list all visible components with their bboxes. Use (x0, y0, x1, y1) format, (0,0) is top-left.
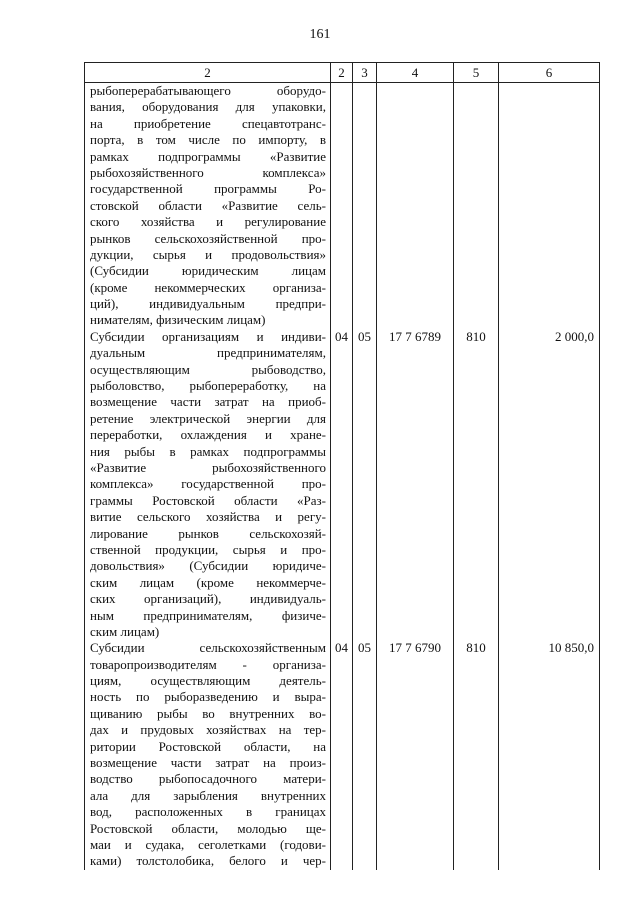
description-line: вания, оборудования для упаковки, (90, 99, 326, 115)
description-line: щиванию рыбы во внутренних во- (90, 705, 326, 721)
row-subsection (353, 83, 377, 329)
description-line: дуальным предпринимателям, (90, 345, 326, 361)
description-line: ность по рыборазведению и выра- (90, 689, 326, 705)
description-line: лирование рынков сельскохозяй- (90, 525, 326, 541)
header-col-amount: 6 (499, 63, 600, 83)
description-line: циям, осуществляющим деятель- (90, 673, 326, 689)
row-target-article (377, 83, 454, 329)
description-line: ских организаций), индивидуаль- (90, 591, 326, 607)
description-line: ала для зарыбления внутренних (90, 787, 326, 803)
description-line: Субсидии организациям и индиви- (90, 328, 326, 344)
header-col-description: 2 (85, 63, 331, 83)
table-row (85, 329, 600, 640)
row-expense-type (454, 83, 499, 329)
header-col-section: 2 (331, 63, 353, 83)
description-line: переработки, охлаждения и хране- (90, 427, 326, 443)
row-subsection: 05 (353, 640, 377, 869)
header-col-target-article: 4 (377, 63, 454, 83)
row-expense-type: 810 (454, 329, 499, 640)
description-line: рынков сельскохозяйственной про- (90, 230, 326, 246)
description-line: ритории Ростовской области, на (90, 738, 326, 754)
description-line: довольствия» (Субсидии юридиче- (90, 558, 326, 574)
description-line: «Развитие рыбохозяйственного (90, 459, 326, 475)
header-col-subsection: 3 (353, 63, 377, 83)
header-row (85, 63, 600, 83)
description-line: возмещение части затрат на произ- (90, 755, 326, 771)
row-section: 04 (331, 329, 353, 640)
row-amount: 10 850,0 (499, 640, 600, 869)
description-line: ками) толстолобика, белого и чер- (90, 853, 326, 869)
description-line: ным предпринимателям, физиче- (90, 607, 326, 623)
budget-table (84, 62, 600, 870)
row-expense-type: 810 (454, 640, 499, 869)
description-line: Субсидии сельскохозяйственным (90, 640, 326, 656)
row-target-article: 17 7 6790 (377, 640, 454, 869)
description-line: на приобретение спецавтотранс- (90, 115, 326, 131)
description-line: порта, в том числе по импорту, в (90, 132, 326, 148)
row-section (331, 83, 353, 329)
description-line: маи и судака, сеголетками (годови- (90, 836, 326, 852)
description-line: стовской области «Развитие сель- (90, 197, 326, 213)
description-line: возмещение части затрат на приоб- (90, 394, 326, 410)
table-row (85, 83, 600, 329)
row-section: 04 (331, 640, 353, 869)
description-line: дукции, сырья и продовольствия» (90, 246, 326, 262)
row-amount (499, 83, 600, 329)
description-line: вод, расположенных в границах (90, 804, 326, 820)
header-col-expense-type: 5 (454, 63, 499, 83)
description-line: дах и прудовых хозяйствах на тер- (90, 722, 326, 738)
row-description (85, 83, 331, 329)
description-line: водство рыбопосадочного матери- (90, 771, 326, 787)
page-number: 161 (309, 27, 331, 42)
row-description (85, 329, 331, 640)
description-line: ния рыбы в рамках подпрограммы (90, 443, 326, 459)
description-line: (Субсидии юридическим лицам (90, 263, 326, 279)
table-row (85, 640, 600, 869)
description-line: Ростовской области, молодью ще- (90, 820, 326, 836)
description-line: ственной продукции, сырья и про- (90, 541, 326, 557)
description-line: государственной программы Ро- (90, 181, 326, 197)
description-line: ций), индивидуальным предпри- (90, 296, 326, 312)
description-line: рамках подпрограммы «Развитие (90, 148, 326, 164)
row-amount: 2 000,0 (499, 329, 600, 640)
description-line: ского хозяйства и регулирование (90, 214, 326, 230)
description-line: ским лицам (кроме некоммерче- (90, 574, 326, 590)
row-description (85, 640, 331, 869)
description-line: нимателям, физическим лицам) (90, 312, 266, 328)
description-line: рыбохозяйственного комплекса» (90, 164, 326, 180)
description-line: ретение электрической энергии для (90, 410, 326, 426)
description-line: комплекса» государственной про- (90, 476, 326, 492)
description-line: граммы Ростовской области «Раз- (90, 492, 326, 508)
description-line: (кроме некоммерческих организа- (90, 279, 326, 295)
description-line: витие сельского хозяйства и регу- (90, 509, 326, 525)
row-subsection: 05 (353, 329, 377, 640)
description-line: рыболовство, рыбопереработку, на (90, 378, 326, 394)
description-line: ским лицам) (90, 623, 160, 639)
row-target-article: 17 7 6789 (377, 329, 454, 640)
description-line: осуществляющим рыбоводство, (90, 361, 326, 377)
description-line: товаропроизводителям - организа- (90, 656, 326, 672)
description-line: рыбоперерабатывающего оборудо- (90, 83, 326, 98)
